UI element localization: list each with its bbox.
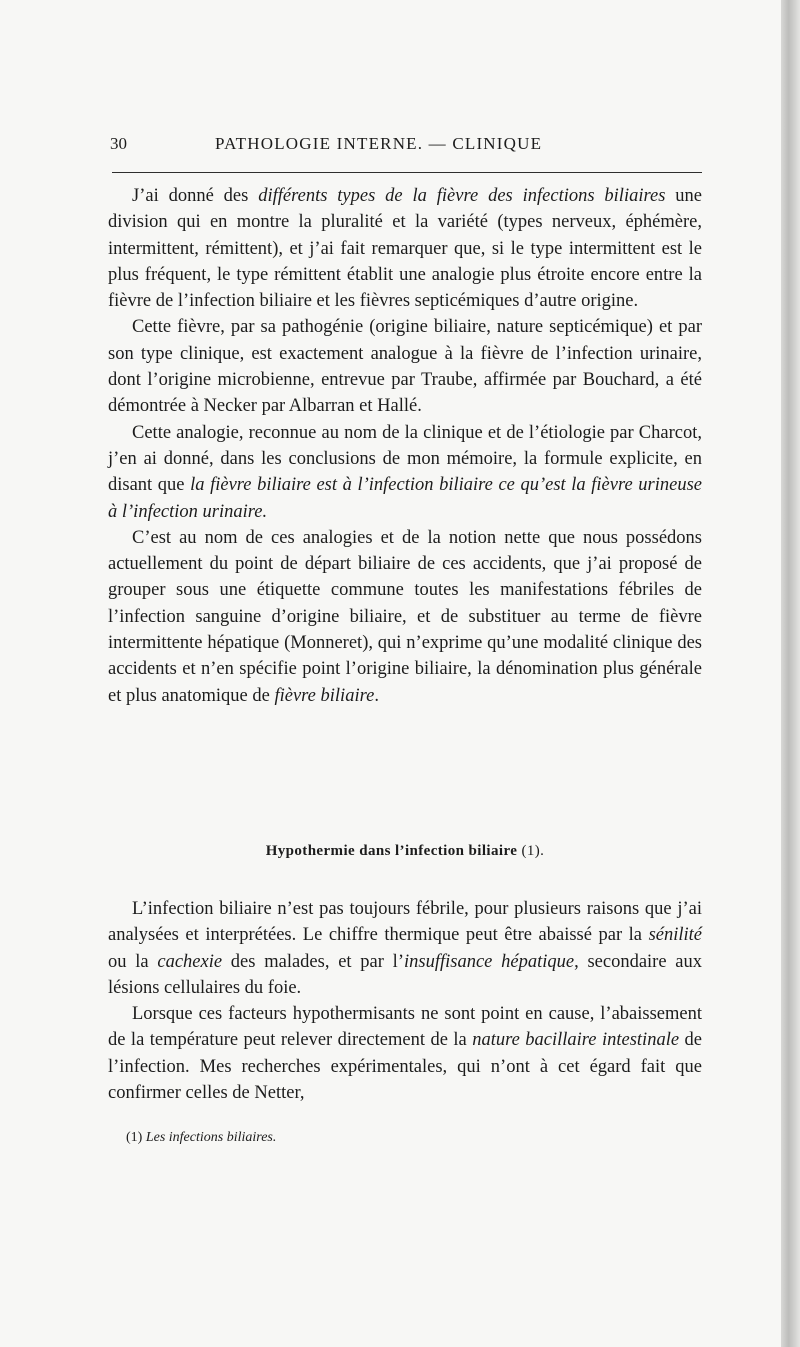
section-text: [108, 896, 702, 1106]
paragraph-4: C’est au nom de ces analogies et de la notion nette que nous possédons actuellement du point de départ biliaire de ces accidents, que j’ai proposé de grouper sous une étiquette commune toutes les manifestations fébriles de l’infection sanguine d’origine biliaire, et de substituer au terme de fièvre intermittente hépatique (Monneret), qui n’exprime qu’une modalité clinique des accidents et n’en spécifie point l’origine biliaire, la dénomination plus générale et plus anatomique de fièvre biliaire.: [108, 527, 702, 706]
footnote: (1) Les infections biliaires.: [126, 1130, 277, 1145]
paragraph-5: L’infection biliaire n’est pas toujours fébrile, pour plusieurs raisons que j’ai analysées et interprétées. Le chiffre thermique peut être abaissé par la sénilité ou la cachexie des malades, et par l’insuffisance hépatique, secondaire aux lésions cellulaires du foie.: [108, 899, 703, 998]
section-heading: Hypothermie dans l’infection biliaire (1).: [265, 843, 545, 859]
running-title: PATHOLOGIE INTERNE. — CLINIQUE: [215, 134, 543, 153]
paragraph-1: J’ai donné des différents types de la fièvre des infections biliaires une division qui en montre la pluralité et la variété (types nerveux, éphémère, intermittent, rémittent), et j’ai fait remarquer que, si le type intermittent est le plus fréquent, le type rémittent établit une analogie plus étroite encore entre la fièvre de l’infection biliaire et les fièvres septicémiques d’autre origine.: [108, 186, 702, 312]
page-edge: [781, 0, 800, 1347]
paragraph-2: Cette fièvre, par sa pathogénie (origine biliaire, nature septicémique) et par son type clinique, est exactement analogue à la fièvre de l’infection urinaire, dont l’origine microbienne, entrevue par Traube, affirmée par Bouchard, a été démontrée à Necker par Albarran et Hallé.: [108, 317, 702, 417]
paragraph-6: Lorsque ces facteurs hypothermisants ne sont point en cause, l’abaissement de la température peut relever directement de la nature bacillaire intestinale de l’infection. Mes recherches expérimentales, qui n’ont à cet égard fait que confirmer celles de Netter,: [108, 1004, 702, 1104]
page-number: 30: [110, 134, 127, 153]
paragraph-3: Cette analogie, reconnue au nom de la clinique et de l’étiologie par Charcot, j’en ai donné, dans les conclusions de mon mémoire, la formule explicite, en disant que la fièvre biliaire est à l’infection biliaire ce qu’est la fièvre urineuse à l’infection urinaire.: [108, 422, 702, 522]
running-header: [110, 130, 702, 160]
header-rule: [112, 172, 702, 173]
main-text: [108, 183, 702, 709]
